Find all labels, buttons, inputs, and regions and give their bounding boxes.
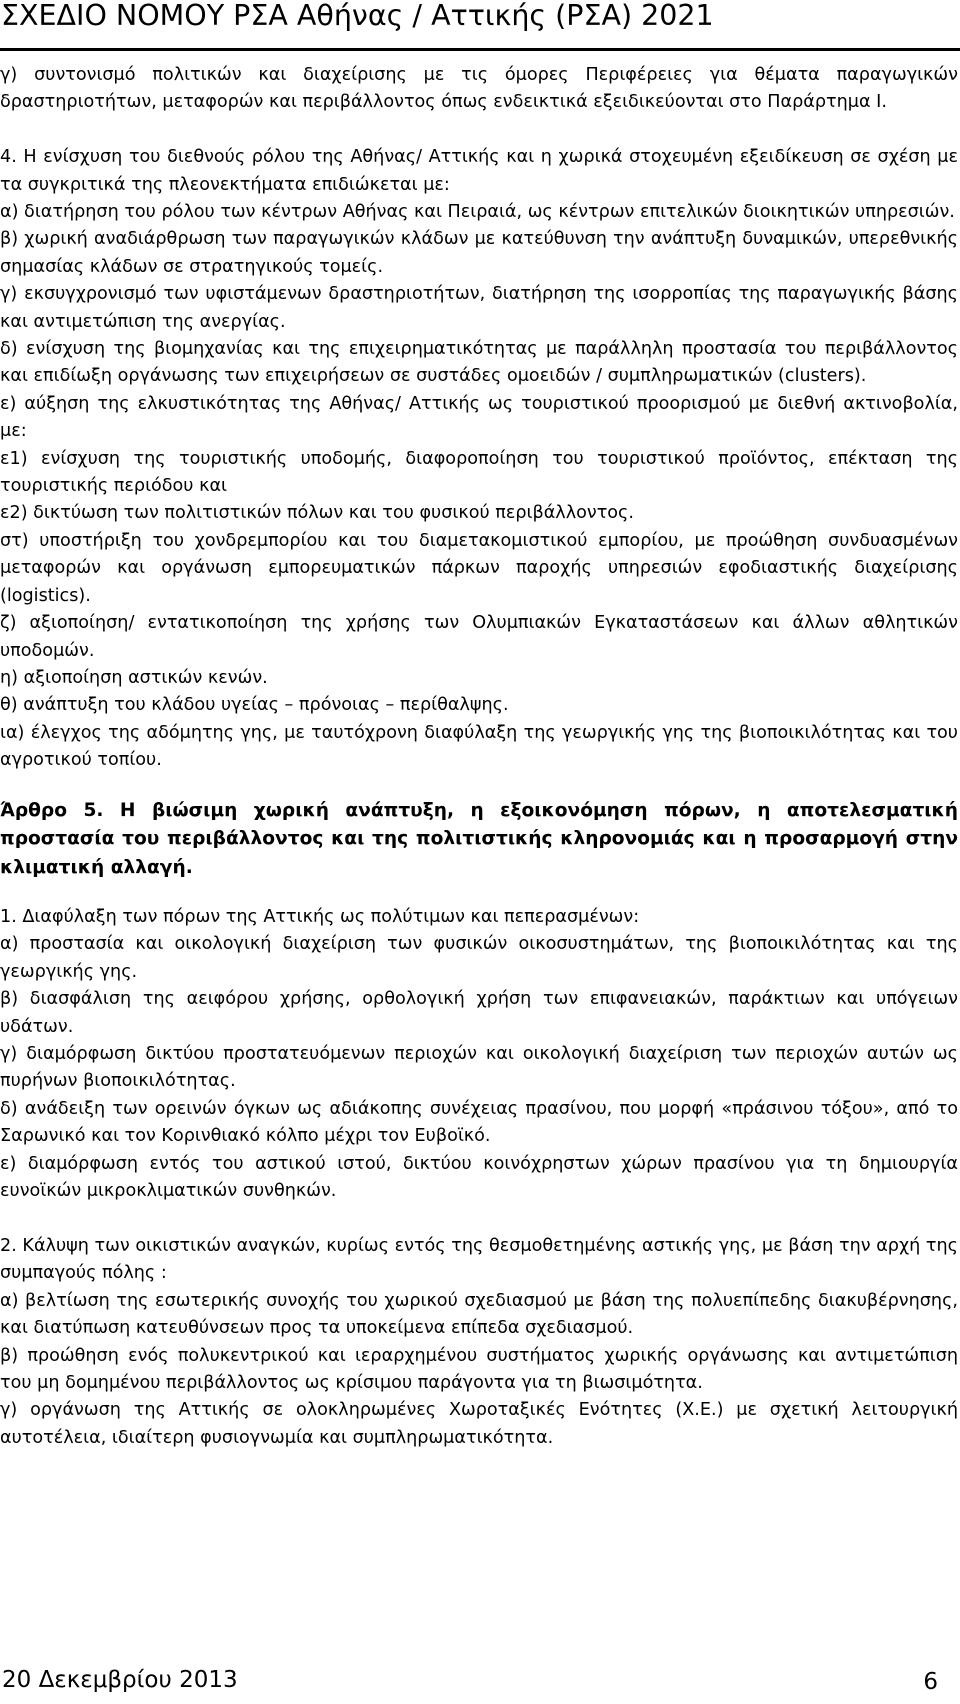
paragraph: γ) διαμόρφωση δικτύου προστατευόμενων περιοχών και οικολογική διαχείριση των περιοχών αυτών ως πυρήνων βιοποικιλότητας.	[0, 1044, 958, 1092]
paragraph: ζ) αξιοποίηση/ εντατικοποίηση της χρήσης των Ολυμπιακών Εγκαταστάσεων και άλλων αθλητικών υποδομών.	[0, 613, 958, 661]
page-footer	[0, 1663, 960, 1704]
paragraph: 4. Η ενίσχυση του διεθνούς ρόλου της Αθήνας/ Αττικής και η χωρικά στοχευμένη εξειδίκευση σε σχέση με τα συγκριτικά της πλεονεκτήματα επιδιώκεται με:	[0, 147, 958, 195]
paragraph: γ) συντονισμό πολιτικών και διαχείρισης με τις όμορες Περιφέρειες για θέματα παραγωγικών δραστηριοτήτων, μεταφορών και περιβάλλοντος όπως ενδεικτικά εξειδικεύονται στο Παράρτημα Ι.	[0, 65, 958, 113]
paragraph: στ) υποστήριξη του χονδρεμπορίου και του διαμετακομιστικού εμπορίου, με προώθηση συνδυασμένων μεταφορών και οργάνωση εμπορευματικών πάρκων παροχής υπηρεσιών εφοδιαστικής διαχείρισης (logistics).	[0, 530, 958, 606]
header-divider	[0, 48, 960, 51]
paragraph: β) χωρική αναδιάρθρωση των παραγωγικών κλάδων με κατεύθυνση την ανάπτυξη δυναμικών, υπερεθνικής σημασίας κλάδων σε στρατηγικούς τομείς.	[0, 229, 958, 277]
section-heading: 2. Κάλυψη των οικιστικών αναγκών, κυρίως εντός της θεσμοθετημένης αστικής γης, με βάση την αρχή της συμπαγούς πόλης :	[0, 1235, 958, 1284]
paragraph-spacer	[0, 1206, 958, 1233]
footer-date: 20 Δεκεμβρίου 2013	[2, 1667, 238, 1693]
paragraph: ια) έλεγχος της αδόμητης γης, με ταυτόχρονη διαφύλαξη της γεωργικής γης της βιοποικιλότητας και του αγροτικού τοπίου.	[0, 722, 958, 771]
paragraph-spacer	[0, 775, 958, 797]
paragraph: η) αξιοποίηση αστικών κενών.	[0, 667, 268, 688]
paragraph: δ) ανάδειξη των ορεινών όγκων ως αδιάκοπης συνέχειας πρασίνου, που μορφή «πράσινου τόξου», από το Σαρωνικό και τον Κορινθιακό κόλπο μέχρι τον Ευβοϊκό.	[0, 1098, 958, 1147]
paragraph: γ) οργάνωση της Αττικής σε ολοκληρωμένες Χωροταξικές Ενότητες (Χ.Ε.) με σχετική λειτουργική αυτοτέλεια, ιδιαίτερη φυσιογνωμία και συμπληρωματικότητα.	[0, 1400, 958, 1448]
paragraph: ε) διαμόρφωση εντός του αστικού ιστού, δικτύου κοινόχρηστων χώρων πρασίνου για τη δημιουργία ευνοϊκών μικροκλιματικών συνθηκών.	[0, 1153, 958, 1202]
paragraph: α) διατήρηση του ρόλου των κέντρων Αθήνας και Πειραιά, ως κέντρων επιτελικών διοικητικών υπηρεσιών.	[0, 202, 955, 223]
document-title: ΣΧΕΔΙΟ ΝΟΜΟΥ ΡΣΑ Αθήνας / Αττικής (ΡΣΑ) 2021	[1, 0, 714, 32]
article-title: Άρθρο 5. Η βιώσιμη χωρική ανάπτυξη, η εξοικονόμηση πόρων, η αποτελεσματική προστασία του περιβάλλοντος και της πολιτιστικής κληρονομιάς και η προσαρμογή στην κλιματική αλλαγή.	[0, 799, 958, 878]
paragraph-spacer	[0, 882, 958, 904]
paragraph: γ) εκσυγχρονισμό των υφιστάμενων δραστηριοτήτων, διατήρηση της ισορροπίας της παραγωγικής βάσης και αντιμετώπιση της ανεργίας.	[0, 284, 958, 332]
paragraph: δ) ενίσχυση της βιομηχανίας και της επιχειρηματικότητας με παράλληλη προστασία του περιβάλλοντος και επιδίωξη οργάνωσης των επιχειρήσεων σε συστάδες ομοειδών / συμπληρωματικών (clusters).	[0, 339, 958, 387]
paragraph: ε1) ενίσχυση της τουριστικής υποδομής, διαφοροποίηση του τουριστικού προϊόντος, επέκταση της τουριστικής περιόδου και	[0, 448, 958, 497]
page-number: 6	[923, 1669, 938, 1695]
section-heading: 1. Διαφύλαξη των πόρων της Αττικής ως πολύτιμων και πεπερασμένων:	[0, 907, 640, 928]
paragraph: ε2) δικτύωση των πολιτιστικών πόλων και του φυσικού περιβάλλοντος.	[0, 503, 634, 524]
paragraph: θ) ανάπτυξη του κλάδου υγείας – πρόνοιας – περίθαλψης.	[0, 695, 509, 716]
paragraph: β) διασφάλιση της αειφόρου χρήσης, ορθολογική χρήση των επιφανειακών, παράκτιων και υπόγειων υδάτων.	[0, 989, 958, 1037]
paragraph: ε) αύξηση της ελκυστικότητας της Αθήνας/ Αττικής ως τουριστικού προορισμού με διεθνή ακτινοβολία, με:	[0, 393, 958, 442]
paragraph: β) προώθηση ενός πολυκεντρικού και ιεραρχημένου συστήματος χωρικής οργάνωσης και αντιμετώπιση του μη δομημένου περιβάλλοντος ως κρίσιμου παράγοντα για τη βιωσιμότητα.	[0, 1345, 958, 1393]
paragraph: α) βελτίωση της εσωτερικής συνοχής του χωρικού σχεδιασμού με βάση της πολυεπίπεδης διακυβέρνησης, και διατύπωση κατευθύνσεων προς τα υποκείμενα επίπεδα σχεδιασμού.	[0, 1290, 958, 1339]
document-body	[0, 62, 958, 1452]
paragraph-spacer	[0, 117, 958, 144]
paragraph: α) προστασία και οικολογική διαχείριση των φυσικών οικοσυστημάτων, της βιοποικιλότητας και της γεωργικής γης.	[0, 934, 958, 982]
